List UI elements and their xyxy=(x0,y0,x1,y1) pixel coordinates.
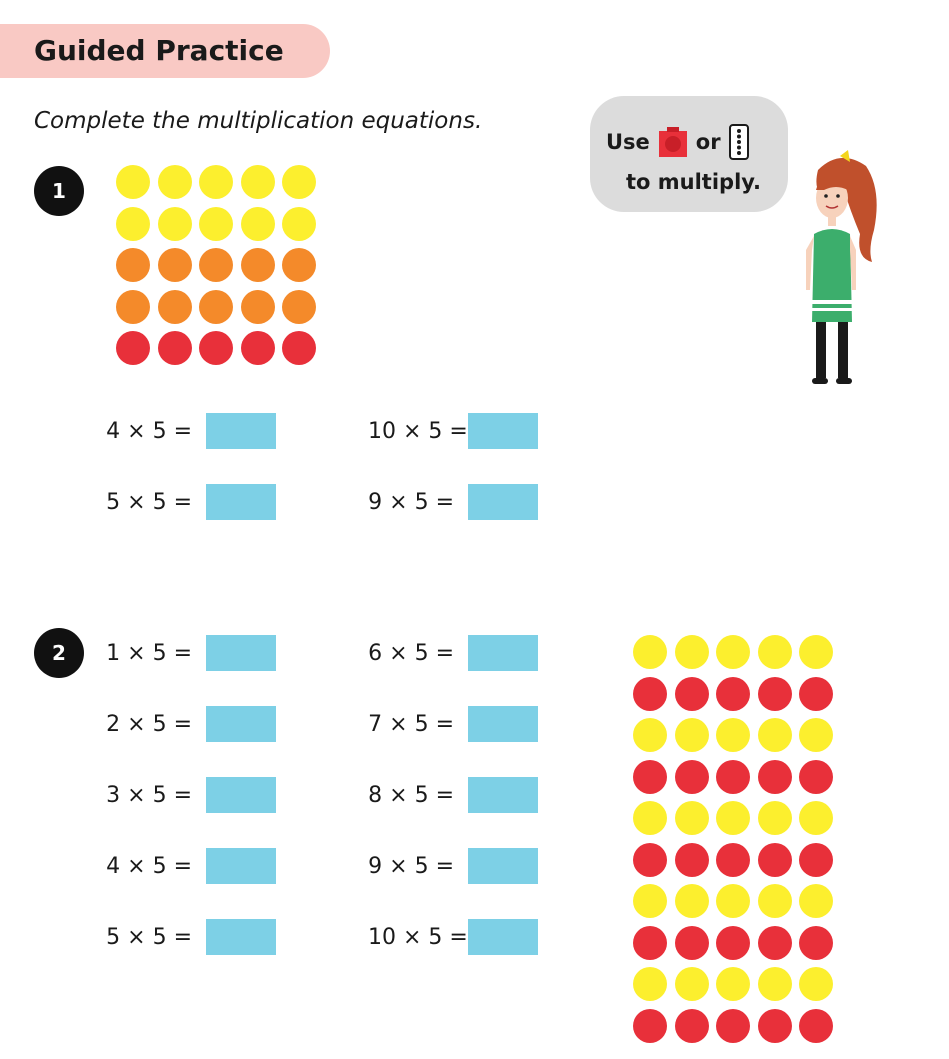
equation-q2-right-1 xyxy=(368,635,538,671)
red-counter-dot xyxy=(799,926,833,960)
yellow-counter-dot xyxy=(758,718,792,752)
answer-box[interactable] xyxy=(206,484,276,520)
equation-text: 8 × 5 = xyxy=(368,782,454,808)
yellow-counter-dot xyxy=(716,801,750,835)
answer-box[interactable] xyxy=(468,413,538,449)
question-number-2: 2 xyxy=(34,628,84,678)
answer-box[interactable] xyxy=(206,919,276,955)
red-counter-dot xyxy=(199,331,233,365)
red-counter-dot xyxy=(758,926,792,960)
answer-box[interactable] xyxy=(468,484,538,520)
girl-character-illustration xyxy=(790,150,890,390)
equation-q2-left-1 xyxy=(106,635,276,671)
yellow-counter-dot xyxy=(675,718,709,752)
red-counter-dot xyxy=(758,760,792,794)
yellow-counter-dot xyxy=(758,801,792,835)
equation-text: 4 × 5 = xyxy=(106,853,192,879)
counter-array-q2 xyxy=(633,635,833,1043)
use-label: Use xyxy=(606,130,650,154)
answer-box[interactable] xyxy=(206,413,276,449)
red-counter-dot xyxy=(633,1009,667,1043)
answer-box[interactable] xyxy=(468,919,538,955)
yellow-counter-dot xyxy=(716,884,750,918)
red-counter-dot xyxy=(241,331,275,365)
speech-bubble-line1 xyxy=(606,124,749,160)
yellow-counter-dot xyxy=(633,967,667,1001)
red-counter-dot xyxy=(716,843,750,877)
equation-q1-3 xyxy=(106,484,276,520)
red-counter-dot xyxy=(799,1009,833,1043)
equation-q2-left-5 xyxy=(106,919,276,955)
answer-box[interactable] xyxy=(468,706,538,742)
equation-q2-right-4 xyxy=(368,848,538,884)
equation-text: 3 × 5 = xyxy=(106,782,192,808)
yellow-counter-dot xyxy=(633,884,667,918)
equation-q2-right-2 xyxy=(368,706,538,742)
red-counter-dot xyxy=(675,926,709,960)
yellow-counter-dot xyxy=(241,165,275,199)
yellow-counter-dot xyxy=(675,801,709,835)
page-title: Guided Practice xyxy=(34,34,284,67)
red-counter-dot xyxy=(716,677,750,711)
red-counter-dot xyxy=(758,677,792,711)
yellow-counter-dot xyxy=(241,207,275,241)
yellow-counter-dot xyxy=(199,207,233,241)
red-cube-icon xyxy=(658,127,688,157)
equation-text: 10 × 5 = xyxy=(368,924,468,950)
yellow-counter-dot xyxy=(716,635,750,669)
answer-box[interactable] xyxy=(468,777,538,813)
red-counter-dot xyxy=(633,677,667,711)
yellow-counter-dot xyxy=(758,635,792,669)
red-counter-dot xyxy=(633,843,667,877)
red-counter-dot xyxy=(675,677,709,711)
red-counter-dot xyxy=(158,331,192,365)
equation-q2-left-3 xyxy=(106,777,276,813)
yellow-counter-dot xyxy=(282,165,316,199)
yellow-counter-dot xyxy=(799,967,833,1001)
yellow-counter-dot xyxy=(799,801,833,835)
yellow-counter-dot xyxy=(116,165,150,199)
yellow-counter-dot xyxy=(633,718,667,752)
red-counter-dot xyxy=(633,760,667,794)
equation-text: 1 × 5 = xyxy=(106,640,192,666)
yellow-counter-dot xyxy=(675,967,709,1001)
equation-text: 10 × 5 = xyxy=(368,418,468,444)
yellow-counter-dot xyxy=(158,165,192,199)
equation-q1-4 xyxy=(368,484,538,520)
yellow-counter-dot xyxy=(716,967,750,1001)
orange-counter-dot xyxy=(241,248,275,282)
yellow-counter-dot xyxy=(633,801,667,835)
equation-text: 2 × 5 = xyxy=(106,711,192,737)
equation-text: 9 × 5 = xyxy=(368,853,454,879)
red-counter-dot xyxy=(799,677,833,711)
domino-five-icon xyxy=(729,124,749,160)
answer-box[interactable] xyxy=(206,777,276,813)
answer-box[interactable] xyxy=(206,635,276,671)
yellow-counter-dot xyxy=(799,884,833,918)
red-counter-dot xyxy=(799,760,833,794)
yellow-counter-dot xyxy=(675,884,709,918)
red-counter-dot xyxy=(799,843,833,877)
orange-counter-dot xyxy=(158,290,192,324)
orange-counter-dot xyxy=(282,248,316,282)
yellow-counter-dot xyxy=(158,207,192,241)
equation-text: 5 × 5 = xyxy=(106,489,192,515)
orange-counter-dot xyxy=(241,290,275,324)
red-counter-dot xyxy=(716,1009,750,1043)
equation-text: 5 × 5 = xyxy=(106,924,192,950)
header-banner xyxy=(0,24,330,78)
red-counter-dot xyxy=(675,1009,709,1043)
orange-counter-dot xyxy=(116,248,150,282)
yellow-counter-dot xyxy=(758,884,792,918)
equation-q2-left-2 xyxy=(106,706,276,742)
counter-array-q1 xyxy=(116,165,316,365)
equation-q2-left-4 xyxy=(106,848,276,884)
yellow-counter-dot xyxy=(716,718,750,752)
or-label: or xyxy=(695,130,721,154)
equation-text: 9 × 5 = xyxy=(368,489,454,515)
orange-counter-dot xyxy=(199,248,233,282)
yellow-counter-dot xyxy=(199,165,233,199)
yellow-counter-dot xyxy=(633,635,667,669)
equation-q1-2 xyxy=(368,413,538,449)
yellow-counter-dot xyxy=(799,718,833,752)
yellow-counter-dot xyxy=(799,635,833,669)
orange-counter-dot xyxy=(116,290,150,324)
yellow-counter-dot xyxy=(675,635,709,669)
answer-box[interactable] xyxy=(468,635,538,671)
question-number-1: 1 xyxy=(34,166,84,216)
yellow-counter-dot xyxy=(282,207,316,241)
yellow-counter-dot xyxy=(116,207,150,241)
orange-counter-dot xyxy=(158,248,192,282)
red-counter-dot xyxy=(675,760,709,794)
red-counter-dot xyxy=(116,331,150,365)
orange-counter-dot xyxy=(282,290,316,324)
equation-q2-right-3 xyxy=(368,777,538,813)
red-counter-dot xyxy=(758,1009,792,1043)
equation-text: 6 × 5 = xyxy=(368,640,454,666)
equation-q1-1 xyxy=(106,413,276,449)
speech-bubble-line2: to multiply. xyxy=(626,170,762,194)
red-counter-dot xyxy=(633,926,667,960)
red-counter-dot xyxy=(282,331,316,365)
instructions-text: Complete the multiplication equations. xyxy=(34,108,483,134)
answer-box[interactable] xyxy=(206,706,276,742)
orange-counter-dot xyxy=(199,290,233,324)
equation-text: 7 × 5 = xyxy=(368,711,454,737)
speech-bubble xyxy=(590,96,788,212)
equation-q2-right-5 xyxy=(368,919,538,955)
red-counter-dot xyxy=(716,760,750,794)
equation-text: 4 × 5 = xyxy=(106,418,192,444)
answer-box[interactable] xyxy=(206,848,276,884)
yellow-counter-dot xyxy=(758,967,792,1001)
red-counter-dot xyxy=(675,843,709,877)
speech-bubble-tail xyxy=(760,182,786,210)
red-counter-dot xyxy=(716,926,750,960)
red-counter-dot xyxy=(758,843,792,877)
answer-box[interactable] xyxy=(468,848,538,884)
